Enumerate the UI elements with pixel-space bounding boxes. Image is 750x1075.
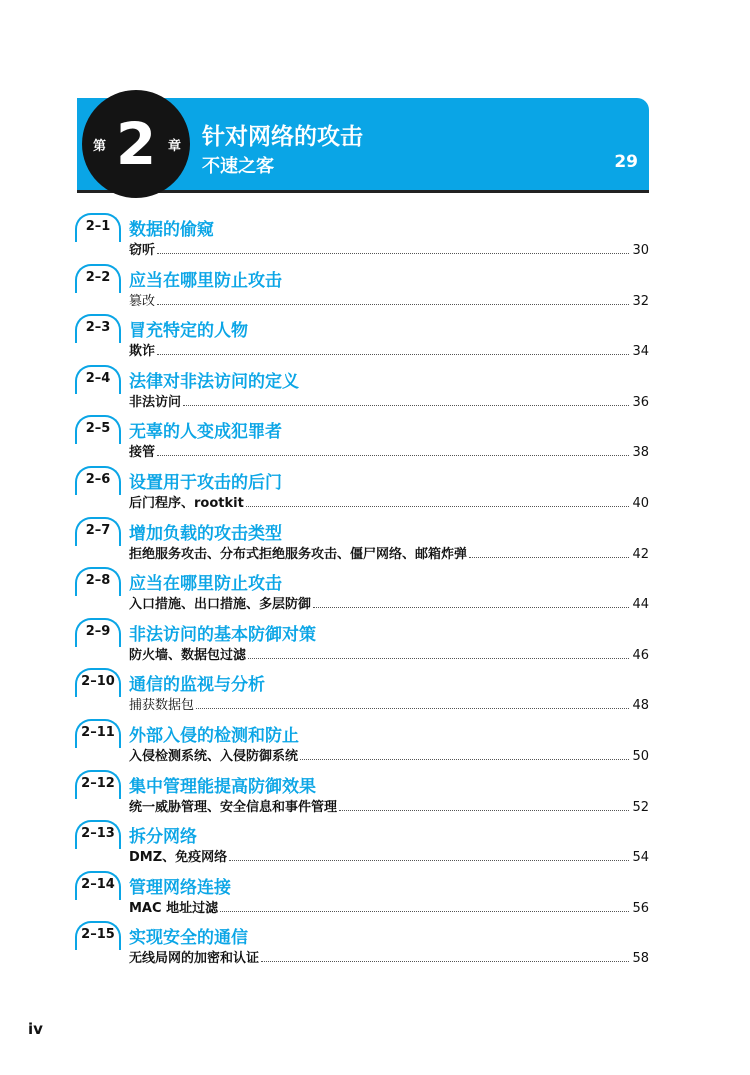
section-page-number: 54 [632, 850, 649, 866]
section-subtitle-row [129, 544, 649, 562]
toc-entry[interactable] [0, 314, 750, 362]
toc-entry[interactable] [0, 719, 750, 767]
dot-leader [157, 354, 629, 355]
section-keywords: 拒绝服务攻击、分布式拒绝服务攻击、僵尸网络、邮箱炸弹 [129, 546, 468, 562]
section-keywords: 入口措施、出口措施、多层防御 [129, 597, 312, 613]
section-subtitle-row [129, 948, 649, 966]
section-number: 2–14 [81, 876, 115, 892]
toc-entry[interactable] [0, 365, 750, 413]
section-title[interactable]: 应当在哪里防止攻击 [129, 574, 282, 595]
dot-leader [300, 759, 629, 760]
section-page-number: 34 [632, 344, 649, 360]
dot-leader [157, 304, 629, 305]
section-page-number: 50 [632, 749, 649, 764]
section-number: 2–10 [81, 674, 115, 690]
section-keywords: 欺诈 [129, 344, 156, 360]
section-subtitle-row [129, 847, 649, 865]
chapter-page-number: 29 [614, 152, 638, 172]
section-page-number: 56 [632, 900, 649, 916]
dot-leader [220, 911, 629, 912]
chapter-number: 2 [115, 110, 157, 178]
section-page-number: 32 [632, 293, 649, 309]
section-subtitle-row [129, 797, 649, 815]
section-title[interactable]: 集中管理能提高防御效果 [129, 776, 316, 797]
section-subtitle-row [129, 341, 649, 359]
section-keywords: 无线局网的加密和认证 [129, 951, 260, 967]
section-keywords: MAC 地址过滤 [129, 900, 219, 916]
toc-entry[interactable] [0, 517, 750, 565]
dot-leader [469, 557, 629, 558]
section-subtitle-row [129, 594, 649, 612]
section-number: 2–5 [85, 421, 111, 437]
toc-entry[interactable] [0, 264, 750, 312]
section-subtitle-row [129, 392, 649, 410]
section-subtitle-row [129, 746, 649, 764]
section-keywords: 捕获数据包 [129, 698, 195, 714]
section-number: 2–11 [81, 725, 115, 740]
section-title[interactable]: 冒充特定的人物 [129, 321, 248, 342]
dot-leader [248, 658, 629, 659]
section-title[interactable]: 应当在哪里防止攻击 [129, 270, 282, 291]
section-page-number: 42 [632, 546, 649, 562]
toc-entry[interactable] [0, 466, 750, 514]
section-number: 2–12 [81, 775, 115, 791]
section-title[interactable]: 实现安全的通信 [129, 928, 248, 949]
toc-entry[interactable] [0, 871, 750, 919]
section-title[interactable]: 非法访问的基本防御对策 [129, 624, 316, 645]
section-page-number: 36 [632, 394, 649, 410]
section-title[interactable]: 增加负载的攻击类型 [129, 523, 282, 544]
section-keywords: 防火墙、数据包过滤 [129, 647, 247, 663]
section-subtitle-row [129, 240, 649, 258]
section-subtitle-row [129, 493, 649, 511]
section-page-number: 46 [632, 647, 649, 663]
section-title[interactable]: 数据的偷窥 [129, 220, 214, 240]
dot-leader [339, 810, 629, 811]
chapter-suffix: 章 [168, 139, 182, 154]
section-number: 2–3 [85, 320, 111, 336]
section-title[interactable]: 无辜的人变成犯罪者 [129, 422, 282, 443]
dot-leader [183, 405, 629, 406]
dot-leader [196, 708, 629, 709]
section-number: 2–4 [85, 370, 111, 386]
section-subtitle-row [129, 442, 649, 460]
toc-entry[interactable] [0, 415, 750, 463]
section-number: 2–15 [81, 927, 115, 943]
page-folio: iv [28, 1020, 43, 1038]
section-subtitle-row [129, 695, 649, 713]
section-subtitle-row [129, 898, 649, 916]
section-page-number: 48 [632, 698, 649, 714]
section-number: 2–2 [85, 269, 111, 285]
section-page-number: 52 [632, 799, 649, 815]
dot-leader [157, 455, 629, 456]
toc-entry[interactable] [0, 618, 750, 666]
section-number: 2–7 [85, 522, 111, 538]
section-keywords: 非法访问 [129, 394, 182, 410]
section-page-number: 40 [632, 496, 649, 511]
section-title[interactable]: 管理网络连接 [129, 877, 231, 898]
section-keywords: 统一威胁管理、安全信息和事件管理 [129, 799, 338, 815]
section-page-number: 58 [632, 951, 649, 967]
toc-entry[interactable] [0, 213, 750, 261]
section-keywords: 窃听 [129, 243, 156, 258]
dot-leader [261, 961, 629, 962]
section-keywords: 后门程序、rootkit [129, 496, 244, 511]
section-keywords: DMZ、免疫网络 [129, 850, 228, 866]
section-page-number: 30 [632, 243, 649, 258]
section-keywords: 篡改 [129, 293, 156, 309]
section-number: 2–9 [85, 623, 111, 639]
section-number: 2–8 [85, 573, 111, 589]
dot-leader [157, 253, 629, 254]
chapter-number-circle [82, 90, 190, 198]
dot-leader [313, 607, 629, 608]
section-keywords: 入侵检测系统、入侵防御系统 [129, 749, 299, 764]
section-subtitle-row [129, 645, 649, 663]
chapter-subtitle: 不速之客 [202, 156, 274, 177]
section-page-number: 38 [632, 445, 649, 461]
section-number: 2–6 [85, 472, 111, 487]
section-subtitle-row [129, 291, 649, 309]
section-title[interactable]: 拆分网络 [129, 827, 197, 848]
toc-entry[interactable] [0, 668, 750, 716]
section-keywords: 接管 [129, 445, 156, 461]
chapter-title: 针对网络的攻击 [202, 124, 363, 150]
toc-entry[interactable] [0, 921, 750, 969]
section-title[interactable]: 外部入侵的检测和防止 [129, 726, 299, 746]
dot-leader [246, 506, 630, 507]
section-number: 2–1 [85, 219, 111, 234]
section-title[interactable]: 通信的监视与分析 [129, 675, 265, 696]
section-number: 2–13 [81, 826, 115, 842]
chapter-prefix: 第 [93, 139, 107, 154]
section-title[interactable]: 设置用于攻击的后门 [129, 473, 282, 493]
toc-entry[interactable] [0, 770, 750, 818]
toc-entry[interactable] [0, 820, 750, 868]
section-page-number: 44 [632, 597, 649, 613]
dot-leader [229, 860, 629, 861]
toc-entry[interactable] [0, 567, 750, 615]
section-title[interactable]: 法律对非法访问的定义 [129, 371, 299, 392]
